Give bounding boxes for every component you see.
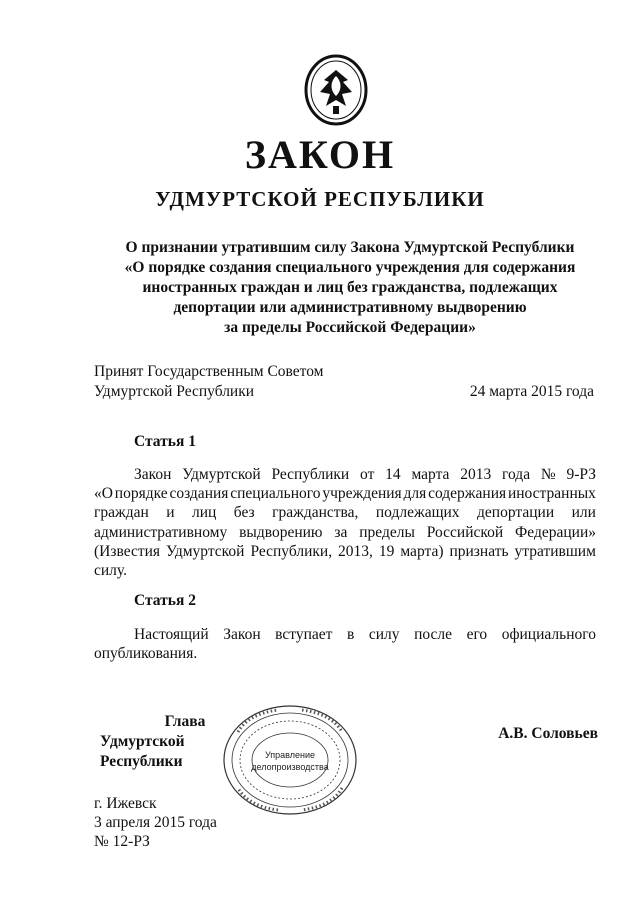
word: выдворению bbox=[239, 523, 323, 541]
official-stamp bbox=[218, 702, 358, 820]
text-line bbox=[94, 561, 596, 580]
stamp-text-line1: Управление bbox=[264, 750, 316, 760]
word: содержания bbox=[428, 485, 507, 503]
document-subtitle: УДМУРТСКОЙ РЕСПУБЛИКИ bbox=[155, 187, 485, 211]
text-line bbox=[94, 625, 596, 644]
word: Российской bbox=[426, 523, 504, 541]
word: административному bbox=[94, 523, 228, 541]
word: 2013, bbox=[338, 542, 373, 560]
word: создания bbox=[169, 485, 229, 503]
word: 14 bbox=[385, 466, 401, 483]
coat-of-arms-emblem bbox=[296, 50, 376, 130]
article-1-body bbox=[94, 465, 596, 580]
city: г. Ижевск bbox=[94, 795, 157, 812]
position-line1: Глава bbox=[164, 713, 206, 730]
word: Удмуртской bbox=[166, 542, 245, 560]
word: гражданства, bbox=[272, 504, 359, 522]
word: после bbox=[414, 626, 453, 643]
word: 19 bbox=[378, 542, 395, 560]
word: 9-РЗ bbox=[566, 466, 596, 483]
word: № bbox=[540, 466, 556, 483]
heading-line: депортации или административному выдворению bbox=[173, 299, 527, 316]
word: (Известия bbox=[94, 542, 161, 560]
word: для bbox=[403, 485, 427, 503]
word: года bbox=[502, 466, 531, 483]
word: без bbox=[233, 504, 255, 522]
word: подлежащих bbox=[375, 504, 460, 522]
adopted-by-line2: Удмуртской Республики bbox=[94, 383, 255, 400]
word: «О bbox=[94, 485, 113, 503]
adopted-by-line1: Принят Государственным Советом bbox=[94, 363, 324, 380]
heading-line: «О порядке создания специального учреждения для содержания bbox=[124, 259, 576, 276]
word: силу. bbox=[94, 562, 127, 580]
word: за bbox=[334, 523, 348, 541]
text-line bbox=[94, 465, 596, 484]
adoption-date: 24 марта 2015 года bbox=[469, 383, 594, 400]
word: Республики, bbox=[250, 542, 333, 560]
word: граждан bbox=[94, 504, 149, 522]
emblem-icon bbox=[296, 50, 376, 130]
word: или bbox=[571, 504, 596, 522]
word: лиц bbox=[192, 504, 217, 522]
word: и bbox=[166, 504, 175, 522]
adoption-block bbox=[94, 362, 594, 402]
word: в bbox=[346, 626, 355, 643]
signing-date: 3 апреля 2015 года bbox=[94, 814, 217, 831]
word: иностранных bbox=[507, 485, 596, 503]
heading-line: за пределы Российской Федерации» bbox=[224, 319, 476, 336]
word: пределы bbox=[359, 523, 415, 541]
word: официального bbox=[501, 626, 596, 643]
word: его bbox=[466, 626, 488, 643]
word: учреждения bbox=[322, 485, 402, 503]
word: марта) bbox=[400, 542, 444, 560]
word: Удмуртской bbox=[182, 466, 261, 483]
text-line bbox=[94, 523, 596, 542]
word: депортации bbox=[477, 504, 555, 522]
signatory-name: А.В. Соловьев bbox=[498, 725, 598, 742]
word: вступает bbox=[275, 626, 333, 643]
word: от bbox=[360, 466, 375, 483]
place-date-number bbox=[94, 794, 217, 851]
word: Настоящий bbox=[134, 626, 209, 643]
text-line bbox=[94, 503, 596, 522]
text-line bbox=[94, 484, 596, 503]
word: специального bbox=[230, 485, 321, 503]
word: порядке bbox=[114, 485, 168, 503]
stamp-seal-icon bbox=[218, 702, 358, 820]
text-line bbox=[94, 644, 596, 663]
word: марта bbox=[411, 466, 450, 483]
word: утратившим bbox=[514, 542, 596, 560]
word: опубликования. bbox=[94, 645, 198, 663]
word: признать bbox=[449, 542, 509, 560]
heading-line: иностранных граждан и лиц без гражданства, подлежащих bbox=[142, 279, 558, 296]
word: Закон bbox=[134, 466, 172, 483]
stamp-text-line2: делопроизводства bbox=[251, 762, 329, 772]
heading-line: О признании утратившим силу Закона Удмуртской Республики bbox=[125, 239, 575, 256]
word: 2013 bbox=[460, 466, 492, 483]
law-heading bbox=[100, 238, 600, 338]
article-2-title: Статья 2 bbox=[134, 592, 196, 609]
word: Республики bbox=[271, 466, 350, 483]
law-number: № 12-РЗ bbox=[94, 833, 150, 850]
article-2-body bbox=[94, 625, 596, 663]
position-line2: Удмуртской Республики bbox=[100, 733, 185, 770]
word: Закон bbox=[223, 626, 261, 643]
text-line bbox=[94, 542, 596, 561]
document-title: ЗАКОН bbox=[244, 132, 396, 177]
word: силу bbox=[368, 626, 400, 643]
word: Федерации» bbox=[515, 523, 596, 541]
article-1-title: Статья 1 bbox=[134, 433, 196, 450]
